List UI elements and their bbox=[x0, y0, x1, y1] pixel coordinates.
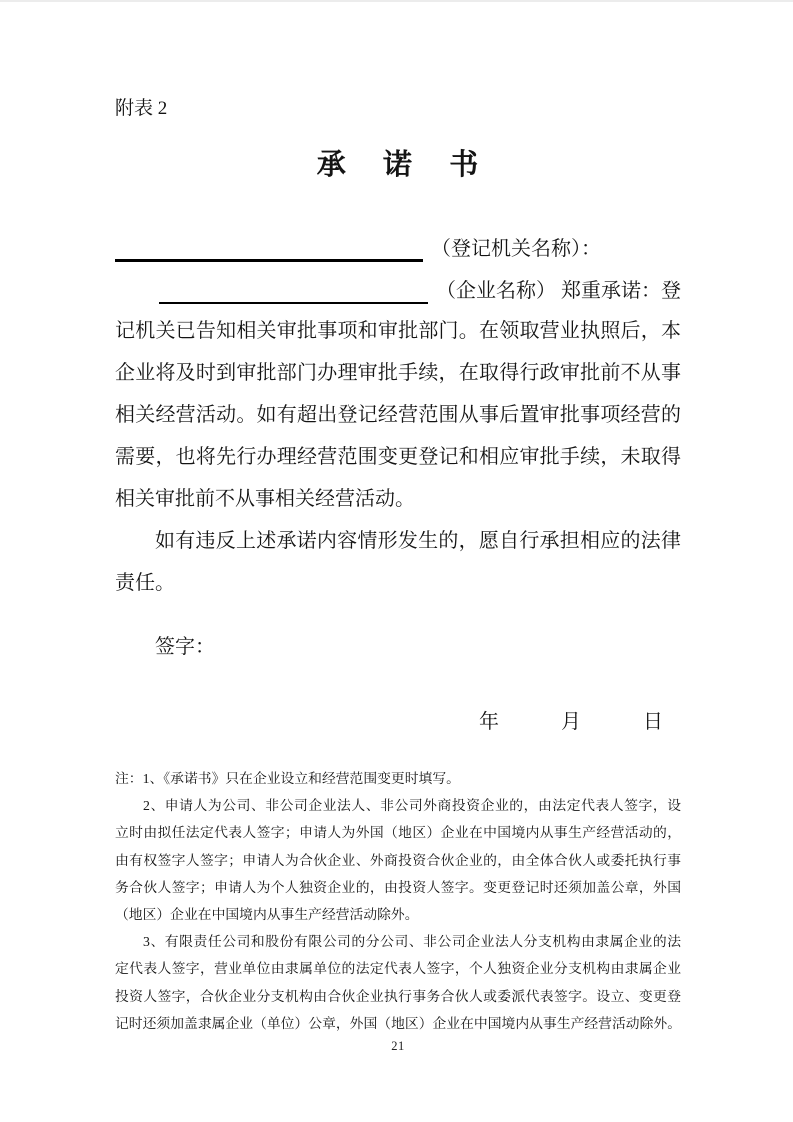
note-line: 定代表人签字，营业单位由隶属单位的法定代表人签字，个人独资企业分支机构由隶属企业 bbox=[115, 961, 681, 977]
notes-section bbox=[115, 765, 681, 1037]
document-title: 承 诺 书 bbox=[316, 149, 480, 181]
enterprise-name-blank-field bbox=[159, 292, 428, 304]
registration-authority-blank-field bbox=[115, 249, 423, 262]
note-line: 投资人签字，合伙企业分支机构由合伙企业执行事务合伙人或委派代表签字。设立、变更登 bbox=[115, 988, 681, 1004]
body-text-line: 企业将及时到审批部门办理审批手续，在取得行政审批前不从事 bbox=[115, 362, 681, 384]
note-line: 2、申请人为公司、非公司企业法人、非公司外商投资企业的，由法定代表人签字，设 bbox=[143, 798, 681, 814]
appendix-label: 附表 2 bbox=[115, 98, 168, 119]
note-line: 立时由拟任法定代表人签字；申请人为外国（地区）企业在中国境内从事生产经营活动的， bbox=[115, 825, 681, 841]
page-number: 21 bbox=[391, 1038, 405, 1053]
note-line: 记时还须加盖隶属企业（单位）公章，外国（地区）企业在中国境内从事生产经营活动除外。 bbox=[115, 1015, 681, 1031]
liability-paragraph-line: 责任。 bbox=[115, 572, 175, 594]
body-text-line: 记机关已告知相关审批事项和审批部门。在领取营业执照后，本 bbox=[115, 320, 681, 342]
note-line: （地区）企业在中国境内从事生产经营活动除外。 bbox=[115, 906, 419, 922]
note-line: 3、有限责任公司和股份有限公司的分公司、非公司企业法人分支机构由隶属企业的法 bbox=[143, 934, 681, 950]
body-text-line: 相关审批前不从事相关经营活动。 bbox=[115, 488, 415, 510]
enterprise-name-line bbox=[115, 268, 681, 310]
registration-authority-label: （登记机关名称）： bbox=[431, 238, 601, 260]
commitment-body bbox=[115, 226, 681, 604]
liability-paragraph-line: 如有违反上述承诺内容情形发生的，愿自行承担相应的法律 bbox=[155, 530, 681, 552]
note-line: 由有权签字人签字；申请人为合伙企业、外商投资合伙企业的，由全体合伙人或委托执行事 bbox=[115, 852, 681, 868]
date-day-label: 日 bbox=[643, 711, 663, 733]
signature-label: 签字： bbox=[155, 636, 215, 658]
date-year-label: 年 bbox=[479, 711, 499, 733]
registration-authority-line bbox=[115, 226, 681, 268]
note-line: 注：1、《承诺书》只在企业设立和经营范围变更时填写。 bbox=[115, 771, 460, 786]
date-line bbox=[115, 701, 681, 743]
body-text-line: 相关经营活动。如有超出登记经营范围从事后置审批事项经营的 bbox=[115, 404, 681, 426]
note-line: 务合伙人签字；申请人为个人独资企业的，由投资人签字。变更登记时还须加盖公章，外国 bbox=[115, 879, 681, 895]
date-month-label: 月 bbox=[561, 711, 581, 733]
body-text-line: 需要，也将先行办理经营范围变更登记和相应审批手续，未取得 bbox=[115, 446, 681, 468]
enterprise-name-label: （企业名称） 郑重承诺：登 bbox=[436, 280, 681, 302]
